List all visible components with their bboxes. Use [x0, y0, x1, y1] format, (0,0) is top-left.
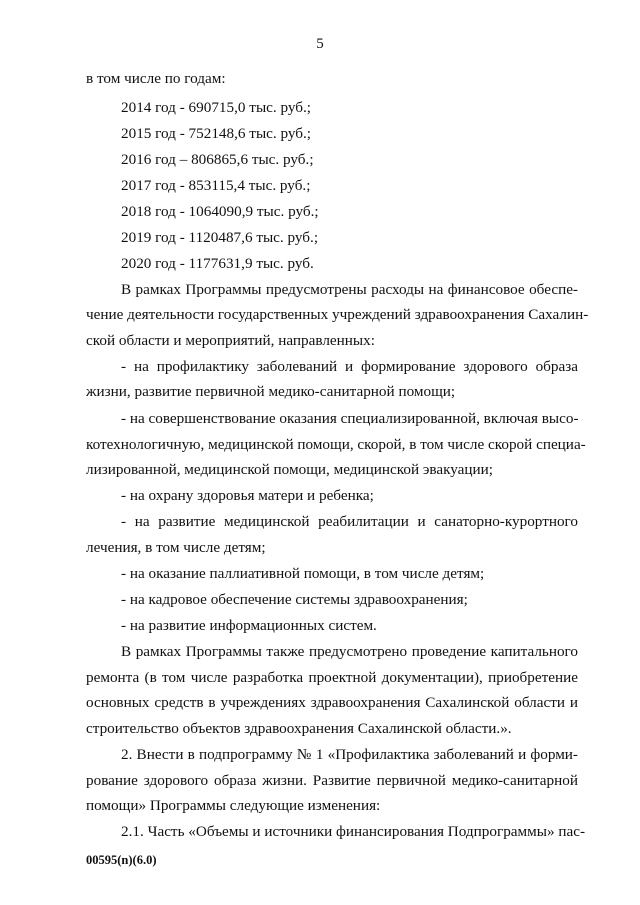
text-line: основных средств в учреждениях здравоохранения Сахалинской области и — [86, 694, 578, 711]
year-item: 2015 год - 752148,6 тыс. руб.; — [121, 125, 312, 142]
paragraph-subsection: 2.1. Часть «Объемы и источники финансирования Подпрограммы» пас- — [121, 823, 586, 840]
bullet-palliative-care: - на оказание паллиативной помощи, в том числе детям; — [121, 565, 485, 582]
text-line: - на развитие медицинской реабилитации и санаторно-курортного — [121, 513, 578, 530]
bullet-staffing: - на кадровое обеспечение системы здравоохранения; — [121, 591, 468, 608]
text-line: чение деятельности государственных учреждений здравоохранения Сахалин- — [86, 306, 589, 323]
text-line: ской области и мероприятий, направленных: — [86, 332, 375, 349]
year-item: 2014 год - 690715,0 тыс. руб.; — [121, 99, 312, 116]
text-line: В рамках Программы также предусмотрено проведение капитального — [121, 643, 578, 660]
year-item: 2019 год - 1120487,6 тыс. руб.; — [121, 229, 319, 246]
year-item: 2017 год - 853115,4 тыс. руб.; — [121, 177, 311, 194]
text-line: лизированной, медицинской помощи, медицинской эвакуации; — [86, 461, 493, 478]
text-line: - на профилактику заболеваний и формирование здорового образа — [121, 358, 578, 375]
text-line: жизни, развитие первичной медико-санитарной помощи; — [86, 383, 456, 400]
year-item: 2016 год – 806865,6 тыс. руб.; — [121, 151, 314, 168]
bullet-maternal-health: - на охрану здоровья матери и ребенка; — [121, 487, 374, 504]
text-line: помощи» Программы следующие изменения: — [86, 797, 381, 814]
bullet-information-systems: - на развитие информационных систем. — [121, 617, 377, 634]
text-line: рование здорового образа жизни. Развитие первичной медико-санитарной — [86, 772, 578, 789]
text-line: ремонта (в том числе разработка проектной документации), приобретение — [86, 669, 578, 686]
intro-line: в том числе по годам: — [86, 70, 226, 87]
year-item: 2018 год - 1064090,9 тыс. руб.; — [121, 203, 319, 220]
document-code: 00595(n)(6.0) — [86, 853, 157, 867]
text-line: 2. Внести в подпрограмму № 1 «Профилактика заболеваний и форми- — [121, 746, 578, 763]
text-line: котехнологичную, медицинской помощи, скорой, в том числе скорой специа- — [86, 436, 586, 453]
text-line: строительство объектов здравоохранения Сахалинской области.». — [86, 720, 512, 737]
page-number: 5 — [316, 36, 324, 52]
text-line: - на совершенствование оказания специализированной, включая высо- — [121, 410, 579, 427]
text-line: лечения, в том числе детям; — [86, 539, 266, 556]
year-item: 2020 год - 1177631,9 тыс. руб. — [121, 255, 314, 272]
text-line: В рамках Программы предусмотрены расходы на финансовое обеспе- — [121, 281, 578, 298]
